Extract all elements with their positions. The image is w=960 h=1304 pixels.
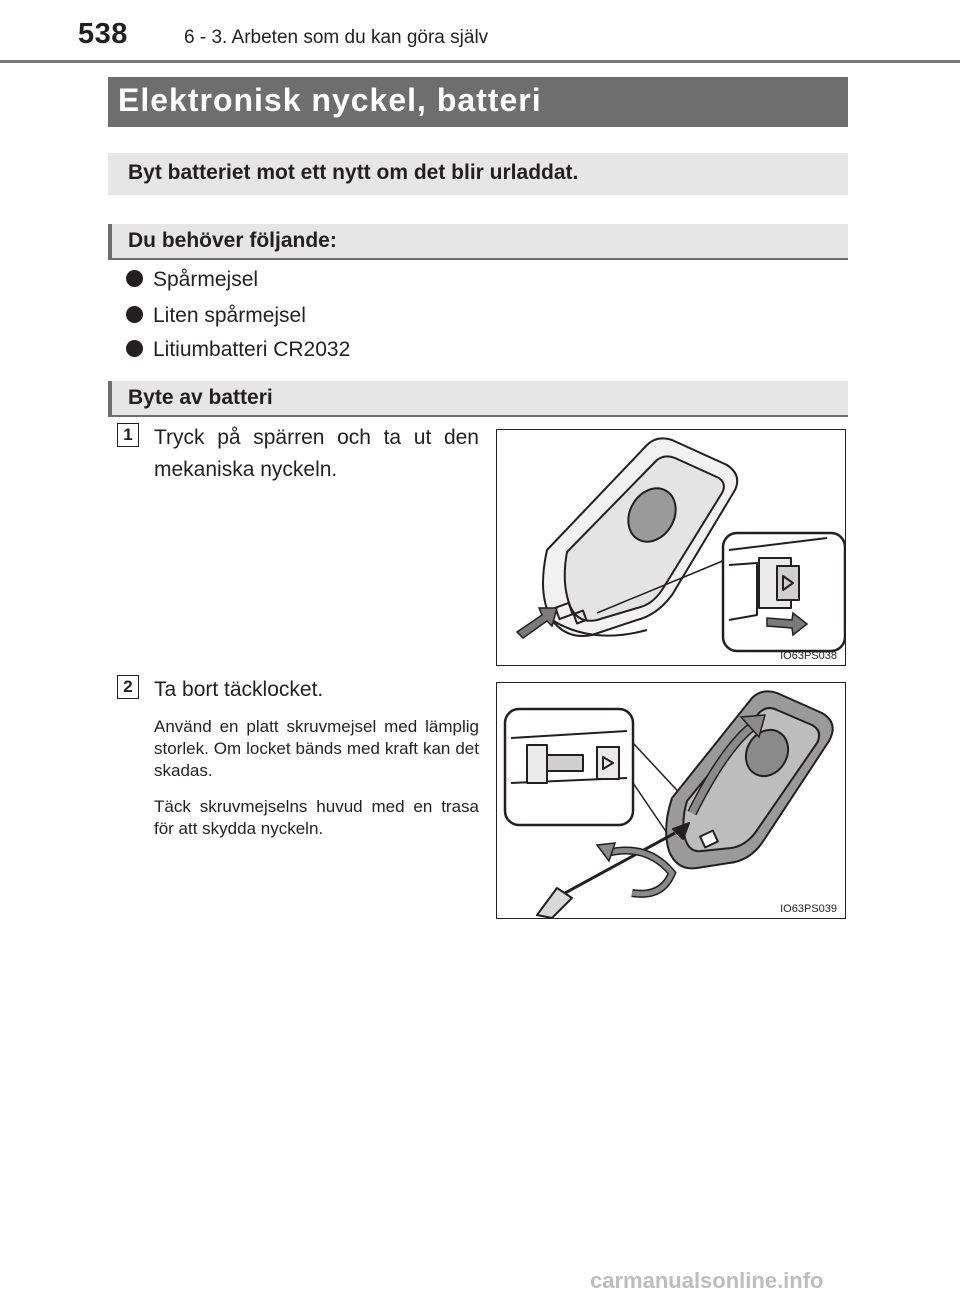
cover-removal-figure — [496, 682, 846, 919]
section-path: 6 - 3. Arbeten som du kan göra själv — [184, 27, 489, 48]
intro-text: Byt batteriet mot ett nytt om det blir urladdat. — [128, 161, 579, 184]
replacement-heading-bar — [108, 381, 848, 417]
key-release-illustration — [497, 430, 845, 665]
key-release-figure — [496, 429, 846, 666]
list-item-label: Liten spårmejsel — [153, 304, 306, 327]
page-title: Elektronisk nyckel, batteri — [118, 82, 542, 118]
list-item-label: Spårmejsel — [153, 268, 259, 291]
page-number: 538 — [78, 18, 128, 50]
requirements-heading: Du behöver följande: — [128, 229, 337, 252]
list-item — [126, 338, 350, 362]
list-item-label: Litiumbatteri CR2032 — [153, 338, 351, 361]
step-note: Täck skruvmejselns huvud med en trasa för att skydda nyckeln. — [154, 797, 479, 838]
bullet-icon — [126, 306, 143, 323]
requirements-heading-bar — [108, 224, 848, 260]
figure-code: IO63PS039 — [780, 903, 837, 915]
page-title-bar — [108, 77, 848, 127]
list-item — [126, 268, 258, 292]
cover-removal-illustration — [497, 683, 845, 918]
replacement-heading: Byte av batteri — [128, 386, 273, 409]
list-item — [126, 304, 306, 328]
step-text: Tryck på spärren och ta ut den mekaniska nyckeln. — [154, 426, 479, 481]
step-number: 2 — [117, 675, 139, 699]
header-divider — [0, 60, 960, 63]
bullet-icon — [126, 270, 143, 287]
step-number: 1 — [117, 423, 139, 447]
step-text: Ta bort täcklocket. — [154, 678, 324, 701]
watermark: carmanualsonline.info — [590, 1268, 824, 1293]
step-note: Använd en platt skruvmejsel med lämplig storlek. Om locket bänds med kraft kan det skadas. — [154, 717, 479, 780]
intro-box — [108, 153, 848, 195]
bullet-icon — [126, 340, 143, 357]
figure-code: IO63PS038 — [780, 650, 837, 662]
